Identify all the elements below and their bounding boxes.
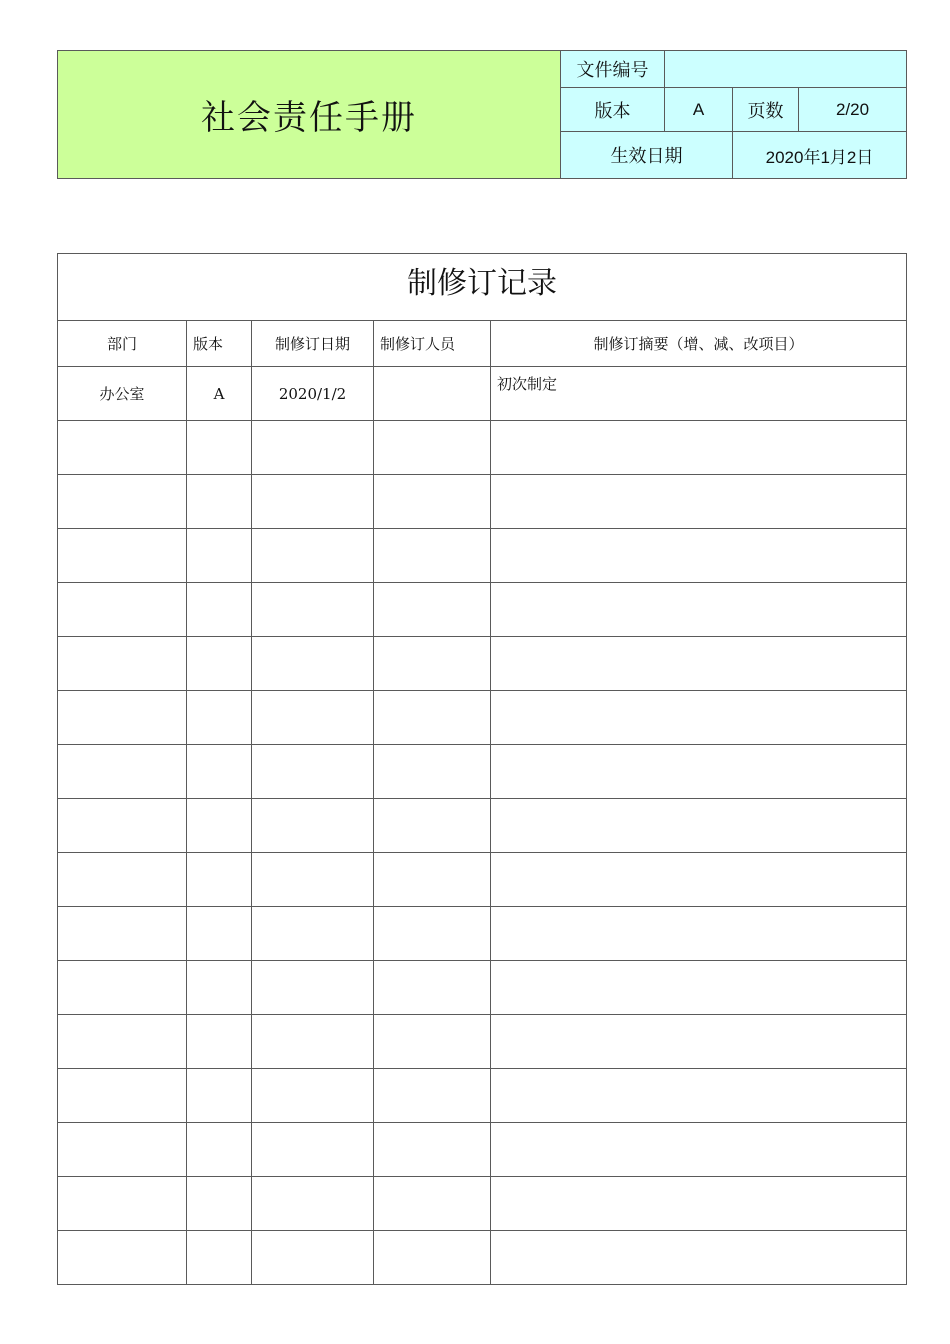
version-cell	[187, 1231, 252, 1285]
date-cell	[252, 421, 374, 475]
department-cell	[58, 799, 187, 853]
version-cell: A	[187, 367, 252, 421]
col-header-summary: 制修订摘要（增、减、改项目）	[491, 321, 907, 367]
department-cell	[58, 1231, 187, 1285]
summary-cell	[491, 1231, 907, 1285]
date-cell	[252, 961, 374, 1015]
date-cell	[252, 907, 374, 961]
date-cell	[252, 1015, 374, 1069]
summary-cell	[491, 691, 907, 745]
pages-value: 2/20	[799, 88, 907, 132]
version-cell	[187, 583, 252, 637]
version-cell	[187, 799, 252, 853]
col-header-person: 制修订人员	[374, 321, 491, 367]
person-cell	[374, 529, 491, 583]
person-cell	[374, 1123, 491, 1177]
revision-record-title: 制修订记录	[58, 254, 907, 321]
version-cell	[187, 1015, 252, 1069]
version-cell	[187, 529, 252, 583]
department-cell	[58, 475, 187, 529]
summary-cell	[491, 1177, 907, 1231]
person-cell	[374, 853, 491, 907]
date-cell	[252, 1231, 374, 1285]
department-cell	[58, 583, 187, 637]
table-row	[58, 1231, 907, 1285]
summary-cell	[491, 637, 907, 691]
department-cell	[58, 637, 187, 691]
table-row	[58, 529, 907, 583]
summary-cell	[491, 421, 907, 475]
department-cell	[58, 1177, 187, 1231]
person-cell	[374, 1231, 491, 1285]
table-row	[58, 1123, 907, 1177]
summary-cell	[491, 1069, 907, 1123]
table-row	[58, 907, 907, 961]
date-cell	[252, 529, 374, 583]
department-cell	[58, 1015, 187, 1069]
department-cell	[58, 529, 187, 583]
table-row	[58, 691, 907, 745]
version-label: 版本	[561, 88, 665, 132]
manual-title: 社会责任手册	[58, 51, 561, 179]
version-cell	[187, 475, 252, 529]
department-cell	[58, 961, 187, 1015]
version-cell	[187, 1069, 252, 1123]
date-cell	[252, 583, 374, 637]
doc-number-value	[665, 51, 907, 88]
person-cell	[374, 367, 491, 421]
person-cell	[374, 1015, 491, 1069]
effective-date-label: 生效日期	[561, 132, 733, 179]
summary-cell	[491, 799, 907, 853]
summary-cell	[491, 961, 907, 1015]
table-row	[58, 421, 907, 475]
person-cell	[374, 475, 491, 529]
version-cell	[187, 421, 252, 475]
person-cell	[374, 637, 491, 691]
summary-cell	[491, 583, 907, 637]
summary-cell	[491, 907, 907, 961]
person-cell	[374, 583, 491, 637]
table-row	[58, 637, 907, 691]
document-header	[57, 50, 907, 179]
date-cell	[252, 691, 374, 745]
version-value: A	[665, 88, 733, 132]
version-cell	[187, 907, 252, 961]
date-cell	[252, 475, 374, 529]
version-cell	[187, 1177, 252, 1231]
person-cell	[374, 1177, 491, 1231]
table-row	[58, 961, 907, 1015]
pages-label: 页数	[733, 88, 799, 132]
revision-record-table	[57, 253, 907, 1285]
person-cell	[374, 691, 491, 745]
table-row	[58, 367, 907, 421]
table-row	[58, 1015, 907, 1069]
person-cell	[374, 745, 491, 799]
col-header-date: 制修订日期	[252, 321, 374, 367]
person-cell	[374, 799, 491, 853]
person-cell	[374, 1069, 491, 1123]
version-cell	[187, 1123, 252, 1177]
summary-cell	[491, 1123, 907, 1177]
summary-cell	[491, 1015, 907, 1069]
version-cell	[187, 745, 252, 799]
doc-number-label: 文件编号	[561, 51, 665, 88]
version-cell	[187, 853, 252, 907]
date-cell	[252, 1123, 374, 1177]
version-cell	[187, 637, 252, 691]
summary-cell: 初次制定	[491, 367, 907, 421]
department-cell	[58, 853, 187, 907]
date-cell	[252, 745, 374, 799]
table-row	[58, 853, 907, 907]
version-cell	[187, 961, 252, 1015]
summary-cell	[491, 745, 907, 799]
summary-cell	[491, 475, 907, 529]
table-row	[58, 799, 907, 853]
date-cell	[252, 853, 374, 907]
department-cell	[58, 1069, 187, 1123]
version-cell	[187, 691, 252, 745]
table-row	[58, 1177, 907, 1231]
person-cell	[374, 961, 491, 1015]
department-cell	[58, 745, 187, 799]
person-cell	[374, 421, 491, 475]
col-header-department: 部门	[58, 321, 187, 367]
date-cell	[252, 1069, 374, 1123]
column-header-row	[58, 321, 907, 367]
summary-cell	[491, 529, 907, 583]
table-row	[58, 745, 907, 799]
date-cell	[252, 637, 374, 691]
summary-cell	[491, 853, 907, 907]
person-cell	[374, 907, 491, 961]
table-row	[58, 475, 907, 529]
effective-date-value: 2020年1月2日	[733, 132, 907, 179]
date-cell	[252, 1177, 374, 1231]
department-cell	[58, 1123, 187, 1177]
table-row	[58, 583, 907, 637]
department-cell	[58, 907, 187, 961]
department-cell: 办公室	[58, 367, 187, 421]
date-cell: 2020/1/2	[252, 367, 374, 421]
department-cell	[58, 691, 187, 745]
col-header-version: 版本	[187, 321, 252, 367]
table-row	[58, 1069, 907, 1123]
department-cell	[58, 421, 187, 475]
date-cell	[252, 799, 374, 853]
